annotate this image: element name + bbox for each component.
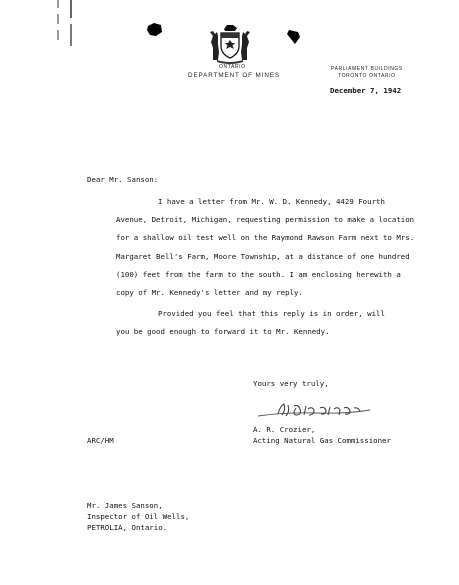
- paragraph-line: you be good enough to forward it to Mr. Kennedy.: [116, 327, 330, 337]
- recipient-line-1: Mr. James Sanson,: [87, 501, 163, 510]
- ink-mark-left: [146, 22, 164, 38]
- letterhead-address-line2: TORONTO ONTARIO: [338, 73, 396, 79]
- paragraph-line: Margaret Bell's Farm, Moore Township, at a distance of one hundred: [116, 251, 410, 261]
- signer-title: Acting Natural Gas Commissioner: [253, 436, 391, 445]
- ontario-crest-icon: [207, 20, 253, 64]
- paragraph-line: Provided you feel that this reply is in order, will: [158, 309, 385, 318]
- paragraph-line: (100) feet from the farm to the south. I am enclosing herewith a: [116, 269, 401, 279]
- letterhead-address-line1: PARLIAMENT BUILDINGS: [331, 66, 403, 72]
- paragraph-line: for a shallow oil test well on the Raymond Rawson Farm next to Mrs.: [116, 233, 415, 243]
- binder-marks: [54, 0, 78, 48]
- ink-mark-right: [286, 28, 302, 46]
- signature-image: [256, 400, 372, 422]
- body-paragraph-1: [116, 193, 446, 302]
- signer-name: A. R. Crozier,: [253, 425, 316, 434]
- paragraph-line: I have a letter from Mr. W. D. Kennedy, 4429 Fourth: [158, 197, 385, 206]
- recipient-line-2: Inspector of Oil Wells,: [87, 512, 190, 521]
- paragraph-line: copy of Mr. Kennedy's letter and my reply.: [116, 288, 303, 298]
- salutation: Dear Mr. Sanson:: [87, 175, 159, 184]
- paragraph-line: Avenue, Detroit, Michigan, requesting permission to make a location: [116, 215, 415, 225]
- closing: Yours very truly,: [253, 379, 329, 388]
- letterhead-department: DEPARTMENT OF MINES: [188, 72, 280, 79]
- recipient-line-3: PETROLIA, Ontario.: [87, 523, 168, 532]
- letterhead-province: ONTARIO: [219, 64, 246, 70]
- letter-date: December 7, 1942: [330, 86, 402, 95]
- reference-initials: ARC/HM: [87, 436, 114, 445]
- body-paragraph-2: [116, 305, 446, 341]
